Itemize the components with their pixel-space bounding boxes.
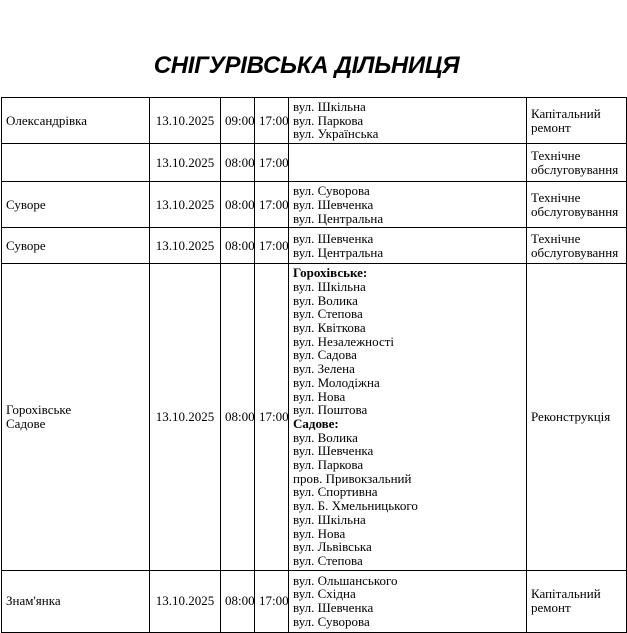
work-type-cell: Реконструкція (527, 264, 627, 570)
location-line: Горохівське (6, 402, 72, 418)
date-cell: 13.10.2025 (150, 98, 221, 144)
location-line: Суворе (6, 237, 46, 253)
street-line: вул. Суворова (293, 613, 370, 629)
location-line: Знам'янка (6, 593, 61, 609)
street-line: вул. Львівська (293, 539, 372, 555)
table-row (2, 182, 627, 228)
settlement-heading-line: Садове: (293, 415, 339, 431)
street-line: вул. Шкільна (293, 511, 366, 527)
start-time-cell: 08:00 (221, 144, 255, 182)
location-cell (2, 144, 150, 182)
street-line: вул. Волика (293, 292, 358, 308)
streets-cell (289, 264, 527, 570)
settlement-heading-line: Горохівське: (293, 265, 368, 281)
street-line: вул. Центральна (293, 210, 384, 226)
schedule-table-body (2, 98, 627, 633)
street-line: вул. Шевченка (293, 443, 374, 459)
streets-cell (289, 98, 527, 144)
table-row (2, 264, 627, 570)
end-time-cell: 17:00 (255, 264, 289, 570)
work-type-cell: Технічне обслуговування (527, 144, 627, 182)
street-line: вул. Шкільна (293, 99, 366, 114)
location-line: Суворе (6, 196, 46, 212)
table-row (2, 144, 627, 182)
date-cell: 13.10.2025 (150, 182, 221, 228)
streets-cell (289, 182, 527, 228)
end-time-cell: 17:00 (255, 182, 289, 228)
location-cell (2, 182, 150, 228)
street-line: вул. Суворова (293, 183, 370, 199)
date-cell: 13.10.2025 (150, 570, 221, 632)
date-cell: 13.10.2025 (150, 264, 221, 570)
end-time-cell: 17:00 (255, 144, 289, 182)
outage-schedule-table (1, 97, 627, 633)
date-cell: 13.10.2025 (150, 144, 221, 182)
date-cell: 13.10.2025 (150, 228, 221, 264)
work-type-cell: Капітальний ремонт (527, 98, 627, 144)
table-row (2, 228, 627, 264)
table-row (2, 98, 627, 144)
street-line: вул. Незалежності (293, 333, 395, 349)
street-line: вул. Українська (293, 126, 379, 142)
street-line: вул. Б. Хмельницького (293, 498, 418, 514)
street-line: вул. Степова (293, 552, 363, 568)
table-row (2, 570, 627, 632)
street-line: пров. Привокзальний (293, 470, 412, 486)
streets-cell (289, 570, 527, 632)
location-line: Садове (6, 415, 46, 431)
streets-cell (289, 228, 527, 264)
end-time-cell: 17:00 (255, 228, 289, 264)
street-line: вул. Зелена (293, 361, 355, 377)
start-time-cell: 08:00 (221, 182, 255, 228)
start-time-cell: 08:00 (221, 264, 255, 570)
street-line: вул. Волика (293, 429, 358, 445)
street-line: вул. Ольшанського (293, 572, 398, 588)
street-line: вул. Степова (293, 306, 363, 322)
street-line: вул. Спортивна (293, 484, 378, 500)
end-time-cell: 17:00 (255, 570, 289, 632)
start-time-cell: 08:00 (221, 570, 255, 632)
start-time-cell: 08:00 (221, 228, 255, 264)
street-line: вул. Шевченка (293, 196, 374, 212)
street-line: вул. Квіткова (293, 320, 366, 336)
street-line: вул. Паркова (293, 112, 364, 128)
street-line: вул. Центральна (293, 244, 384, 260)
end-time-cell: 17:00 (255, 98, 289, 144)
street-line: вул. Шевченка (293, 600, 374, 616)
work-type-cell: Технічне обслуговування (527, 228, 627, 264)
street-line: вул. Садова (293, 347, 357, 363)
street-line: вул. Нова (293, 525, 346, 541)
street-line: вул. Східна (293, 586, 356, 602)
location-cell (2, 98, 150, 144)
street-line: вул. Шкільна (293, 278, 366, 294)
street-line: вул. Паркова (293, 457, 364, 473)
start-time-cell: 09:00 (221, 98, 255, 144)
streets-cell (289, 144, 527, 182)
street-line: вул. Шевченка (293, 231, 374, 247)
location-line: Олександрівка (6, 112, 88, 128)
street-line: вул. Поштова (293, 402, 368, 418)
location-cell (2, 264, 150, 570)
work-type-cell: Капітальний ремонт (527, 570, 627, 632)
street-line: вул. Нова (293, 388, 346, 404)
page-title: СНІГУРІВСЬКА ДІЛЬНИЦЯ (153, 52, 460, 79)
location-cell (2, 570, 150, 632)
street-line: вул. Молодіжна (293, 374, 380, 390)
location-cell (2, 228, 150, 264)
work-type-cell: Технічне обслуговування (527, 182, 627, 228)
